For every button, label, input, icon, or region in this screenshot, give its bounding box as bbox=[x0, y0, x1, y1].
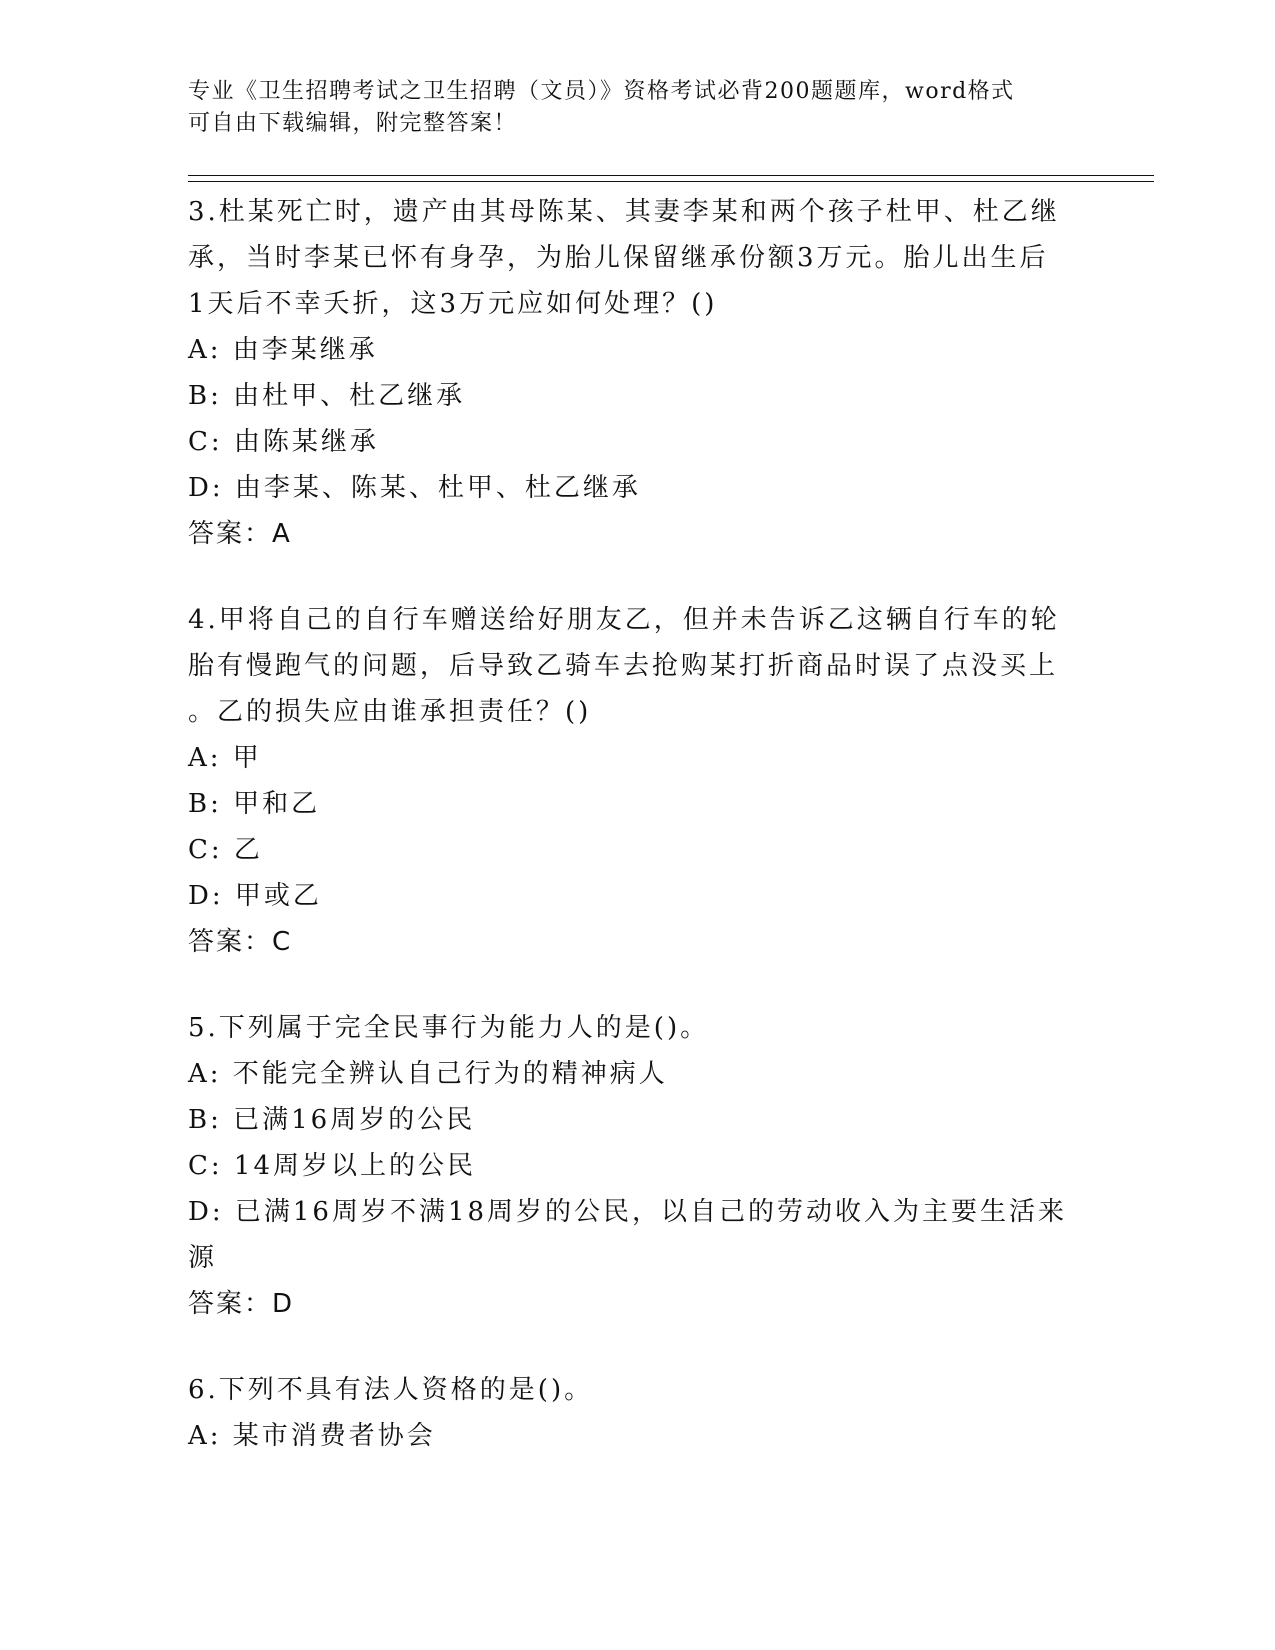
option-d: D: 已满16周岁不满18周岁的公民，以自己的劳动收入为主要生活来 bbox=[188, 1197, 1068, 1227]
option-c: C: 由陈某继承 bbox=[188, 427, 379, 457]
question-stem-line: 5.下列属于完全民事行为能力人的是()。 bbox=[188, 1013, 710, 1043]
option-a: A: 不能完全辨认自己行为的精神病人 bbox=[188, 1059, 668, 1089]
option-c: C: 14周岁以上的公民 bbox=[188, 1151, 477, 1181]
option-d: D: 由李某、陈某、杜甲、杜乙继承 bbox=[188, 473, 641, 503]
option-b: B: 甲和乙 bbox=[188, 789, 321, 819]
question-6 bbox=[188, 1367, 1088, 1459]
question-4 bbox=[188, 597, 1088, 965]
question-stem-line: 胎有慢跑气的问题，后导致乙骑车去抢购某打折商品时误了点没买上 bbox=[188, 651, 1059, 681]
option-a: A: 甲 bbox=[188, 743, 262, 773]
question-stem-line: 1天后不幸夭折，这3万元应如何处理？() bbox=[188, 289, 718, 319]
question-stem-line: 3.杜某死亡时，遗产由其母陈某、其妻李某和两个孩子杜甲、杜乙继 bbox=[188, 197, 1060, 227]
question-stem-line: 承，当时李某已怀有身孕，为胎儿保留继承份额3万元。胎儿出生后 bbox=[188, 243, 1049, 273]
answer-line: 答案：C bbox=[188, 927, 293, 957]
header-divider-bottom bbox=[188, 181, 1154, 182]
header-divider-top bbox=[188, 175, 1154, 176]
document-header bbox=[188, 76, 1078, 140]
option-c: C: 乙 bbox=[188, 835, 263, 865]
answer-line: 答案：D bbox=[188, 1289, 295, 1319]
question-list bbox=[188, 189, 1088, 1499]
question-5 bbox=[188, 1005, 1088, 1327]
question-stem-line: 6.下列不具有法人资格的是()。 bbox=[188, 1375, 594, 1405]
option-b: B: 由杜甲、杜乙继承 bbox=[188, 381, 466, 411]
question-stem-line: 4.甲将自己的自行车赠送给好朋友乙，但并未告诉乙这辆自行车的轮 bbox=[188, 605, 1060, 635]
answer-line: 答案：A bbox=[188, 519, 292, 549]
question-3 bbox=[188, 189, 1088, 557]
option-d: D: 甲或乙 bbox=[188, 881, 322, 911]
option-b: B: 已满16周岁的公民 bbox=[188, 1105, 476, 1135]
option-a: A: 由李某继承 bbox=[188, 335, 378, 365]
header-line-2: 可自由下载编辑，附完整答案！ bbox=[188, 111, 518, 136]
header-line-1: 专业《卫生招聘考试之卫生招聘（文员）》资格考试必背200题题库，word格式 bbox=[188, 79, 1015, 104]
question-stem-line: 。乙的损失应由谁承担责任？() bbox=[188, 697, 592, 727]
option-a: A: 某市消费者协会 bbox=[188, 1421, 436, 1451]
option-d-continued: 源 bbox=[188, 1243, 218, 1273]
